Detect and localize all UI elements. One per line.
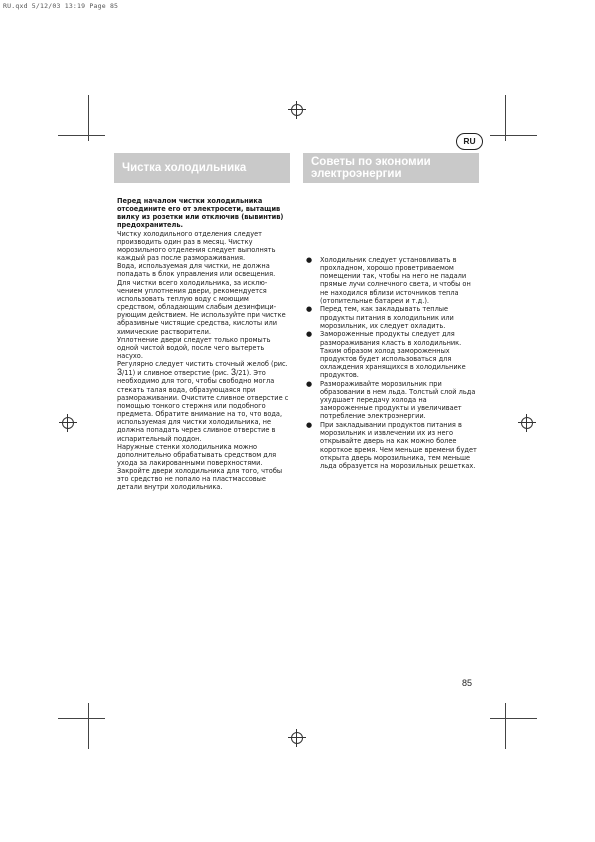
paragraph: Уплотнение двери следует только промыть одной чистой водой, после чего вытереть насухо. — [117, 335, 271, 360]
crop-mark — [505, 703, 506, 749]
bullet-icon: ● — [306, 330, 313, 339]
figure-ref-number: 3 — [230, 367, 236, 378]
bullet-icon: ● — [306, 421, 313, 430]
list-item-text: Перед тем, как закладывать теплые продукты питания в холодильник или морозильник, их следует охладить. — [320, 305, 454, 330]
intro-warning: Перед началом чистки холодильника отсоедините его от электросети, вытащив вилку из розетки или отключив (вывинтив) предохранитель. — [117, 197, 284, 230]
print-slug: RU.qxd 5/12/03 13:19 Page 85 — [3, 2, 119, 10]
bullet-icon: ● — [306, 256, 313, 264]
heading-text: Советы по экономии электроэнергии — [311, 155, 431, 180]
section-heading-energy-saving — [303, 153, 479, 183]
list-item — [306, 330, 478, 379]
energy-tips-column — [306, 256, 478, 471]
paragraph: Вода, используемая для чистки, не должна попадать в блок управления или освещения. Для чистки всего холодильника, за исклю-чением уплотнения двери, рекомендуется использовать теплую воду с моющим средством, обладающим слабым дезинфици-рующим действием. Не используйте при чистке абразивные чистящие средства, кислоты или химические растворители. — [117, 262, 286, 336]
paragraph: Чистку холодильного отделения следует производить один раз в месяц. Чистку морозильного отделения следует выполнять каждый раз после размораживания. — [117, 229, 276, 263]
list-item-text: Холодильник следует установливать в прохладном, хорошо проветриваемом помещении так, чтобы на него не падали прямые лучи солнечного света, и чтобы он не находился вблизи источников тепла (отопительные батареи и т.д.). — [320, 256, 471, 305]
list-item — [306, 380, 478, 421]
page-number: 85 — [462, 678, 473, 688]
text-run: /21). Это необходимо для того, чтобы свободно могла стекать талая вода, образующаяся при размораживании. Очистите сливное отверстие с помощью тонкого стержня или подобного предмета. Обратите внимание на то, что вода, используемая для чистки холодильника, не должна попадать через сливное отверстие в испарительный поддон. — [117, 369, 289, 443]
registration-mark-icon — [288, 101, 306, 119]
paragraph: Наружные стенки холодильника можно дополнительно обрабатывать средством для ухода за лакированными поверхностями. — [117, 442, 277, 467]
bullet-icon: ● — [306, 305, 313, 314]
heading-text: Чистка холодильника — [122, 161, 247, 174]
crop-mark — [58, 135, 105, 136]
crop-mark — [490, 718, 537, 719]
section-heading-cleaning — [114, 153, 290, 183]
list-item-text: Замороженные продукты следует для размораживания класть в холодильник. Таким образом холод замороженных продуктов будет использоваться для охлаждения хранящихся в холодильнике продуктов. — [320, 330, 466, 380]
list-item — [306, 421, 478, 470]
crop-mark — [88, 703, 89, 749]
crop-mark — [58, 718, 105, 719]
list-item — [306, 305, 478, 329]
bullet-icon: ● — [306, 379, 313, 388]
cleaning-text-column — [117, 197, 289, 492]
crop-mark — [490, 135, 537, 136]
list-item-text: Размораживайте морозильник при образовании в нем льда. Толстый слой льда ухудшает передачу холода на замороженные продукты и увеличивает потребление электроэнергии. — [320, 379, 476, 421]
list-item-text: При закладывании продуктов питания в морозильник и извлечении их из него открывайте дверь на как можно более короткое время. Чем меньше времени будет открыта дверь морозильника, тем меньше льда образуется на морозильных решетках. — [320, 421, 477, 470]
language-badge: RU — [456, 133, 483, 150]
paragraph — [117, 360, 289, 443]
list-item — [306, 256, 478, 305]
text-run: Регулярно следует чистить сточный желоб (рис. — [117, 360, 288, 369]
figure-ref-number: 3 — [117, 367, 123, 378]
paragraph: Закройте двери холодильника для того, чтобы это средство не попало на пластмассовые детали внутри холодильника. — [117, 467, 283, 492]
registration-mark-icon — [518, 414, 536, 432]
text-run: /11) и сливное отверстие (рис. — [122, 369, 231, 378]
registration-mark-icon — [288, 729, 306, 747]
registration-mark-icon — [59, 414, 77, 432]
